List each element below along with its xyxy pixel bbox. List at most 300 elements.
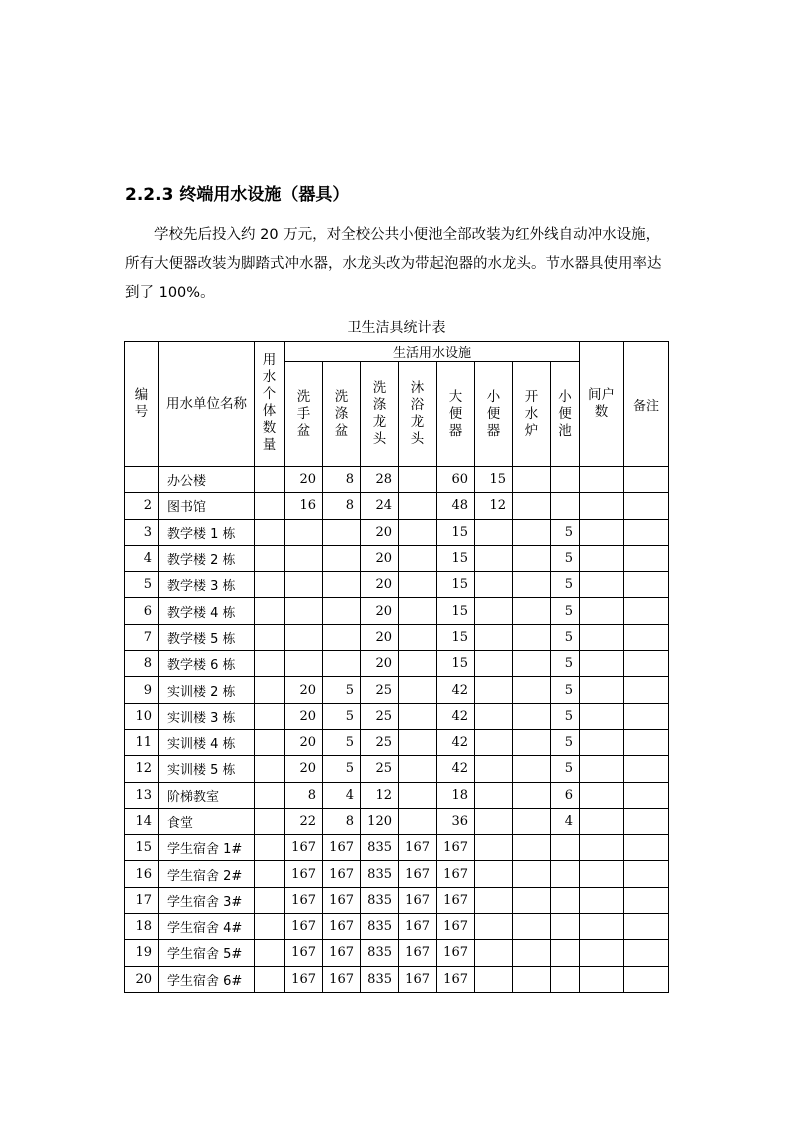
row-unit-name: 教学楼 4 栋 bbox=[159, 598, 255, 624]
row-value bbox=[551, 835, 580, 861]
header-count: 用水个体数量 bbox=[255, 342, 285, 467]
row-households bbox=[580, 703, 624, 729]
row-value bbox=[285, 519, 323, 545]
row-value bbox=[475, 887, 513, 913]
table-row bbox=[125, 966, 669, 992]
row-value: 20 bbox=[285, 703, 323, 729]
row-value: 15 bbox=[437, 624, 475, 650]
row-households bbox=[580, 677, 624, 703]
row-value bbox=[475, 572, 513, 598]
row-value bbox=[513, 887, 551, 913]
row-remark bbox=[624, 545, 669, 571]
row-remark bbox=[624, 703, 669, 729]
row-value bbox=[399, 808, 437, 834]
row-value: 835 bbox=[361, 887, 399, 913]
row-value bbox=[513, 467, 551, 493]
row-value: 835 bbox=[361, 861, 399, 887]
row-remark bbox=[624, 598, 669, 624]
row-households bbox=[580, 756, 624, 782]
row-value: 20 bbox=[361, 545, 399, 571]
row-value bbox=[323, 519, 361, 545]
row-value bbox=[513, 966, 551, 992]
body-paragraph bbox=[125, 221, 670, 308]
row-number: 8 bbox=[125, 651, 159, 677]
row-remark bbox=[624, 966, 669, 992]
row-households bbox=[580, 861, 624, 887]
header-remark: 备注 bbox=[624, 342, 669, 467]
row-value bbox=[551, 940, 580, 966]
row-value bbox=[475, 782, 513, 808]
row-value bbox=[551, 966, 580, 992]
row-value bbox=[285, 624, 323, 650]
row-value bbox=[475, 914, 513, 940]
row-value bbox=[513, 703, 551, 729]
row-count bbox=[255, 493, 285, 519]
row-value: 167 bbox=[437, 914, 475, 940]
row-number: 19 bbox=[125, 940, 159, 966]
row-value: 167 bbox=[399, 887, 437, 913]
row-value: 5 bbox=[551, 677, 580, 703]
row-value: 167 bbox=[285, 914, 323, 940]
row-unit-name: 图书馆 bbox=[159, 493, 255, 519]
row-count bbox=[255, 598, 285, 624]
row-value: 167 bbox=[285, 887, 323, 913]
row-value: 25 bbox=[361, 677, 399, 703]
row-value: 4 bbox=[323, 782, 361, 808]
row-number: 12 bbox=[125, 756, 159, 782]
row-value bbox=[399, 782, 437, 808]
row-value bbox=[551, 887, 580, 913]
header-item-3: 沐浴龙头 bbox=[399, 362, 437, 467]
row-value: 15 bbox=[437, 572, 475, 598]
row-number: 10 bbox=[125, 703, 159, 729]
row-value bbox=[551, 861, 580, 887]
row-value: 835 bbox=[361, 835, 399, 861]
row-value: 167 bbox=[437, 835, 475, 861]
row-count bbox=[255, 545, 285, 571]
row-unit-name: 学生宿舍 3# bbox=[159, 887, 255, 913]
table-row bbox=[125, 835, 669, 861]
header-group: 生活用水设施 bbox=[285, 342, 580, 362]
row-value: 8 bbox=[323, 467, 361, 493]
row-value bbox=[513, 914, 551, 940]
header-item-6: 开水炉 bbox=[513, 362, 551, 467]
row-households bbox=[580, 729, 624, 755]
table-row bbox=[125, 519, 669, 545]
row-value: 167 bbox=[399, 940, 437, 966]
row-remark bbox=[624, 835, 669, 861]
row-value bbox=[399, 493, 437, 519]
table-row bbox=[125, 782, 669, 808]
row-value: 835 bbox=[361, 914, 399, 940]
row-value: 167 bbox=[399, 835, 437, 861]
row-households bbox=[580, 914, 624, 940]
row-unit-name: 教学楼 2 栋 bbox=[159, 545, 255, 571]
row-value bbox=[475, 729, 513, 755]
row-value: 15 bbox=[437, 545, 475, 571]
row-value: 16 bbox=[285, 493, 323, 519]
row-value bbox=[513, 545, 551, 571]
row-value: 5 bbox=[551, 651, 580, 677]
row-unit-name: 学生宿舍 2# bbox=[159, 861, 255, 887]
row-remark bbox=[624, 519, 669, 545]
row-value: 24 bbox=[361, 493, 399, 519]
table-row bbox=[125, 729, 669, 755]
row-unit-name: 教学楼 6 栋 bbox=[159, 651, 255, 677]
row-value: 48 bbox=[437, 493, 475, 519]
row-unit-name: 教学楼 1 栋 bbox=[159, 519, 255, 545]
row-value bbox=[285, 598, 323, 624]
row-value bbox=[399, 651, 437, 677]
row-value bbox=[551, 493, 580, 519]
row-value bbox=[285, 572, 323, 598]
row-count bbox=[255, 940, 285, 966]
row-value: 167 bbox=[285, 940, 323, 966]
row-remark bbox=[624, 729, 669, 755]
row-value bbox=[323, 545, 361, 571]
row-value bbox=[475, 651, 513, 677]
row-value: 167 bbox=[323, 914, 361, 940]
row-value: 15 bbox=[437, 651, 475, 677]
row-value: 12 bbox=[361, 782, 399, 808]
row-number: 9 bbox=[125, 677, 159, 703]
row-remark bbox=[624, 861, 669, 887]
table-row bbox=[125, 861, 669, 887]
row-remark bbox=[624, 467, 669, 493]
row-value bbox=[513, 940, 551, 966]
row-value: 167 bbox=[323, 887, 361, 913]
row-count bbox=[255, 467, 285, 493]
row-unit-name: 教学楼 5 栋 bbox=[159, 624, 255, 650]
row-value: 20 bbox=[285, 467, 323, 493]
table-row bbox=[125, 467, 669, 493]
header-item-7: 小便池 bbox=[551, 362, 580, 467]
row-value bbox=[475, 835, 513, 861]
row-value: 5 bbox=[323, 756, 361, 782]
row-value: 4 bbox=[551, 808, 580, 834]
row-value bbox=[399, 467, 437, 493]
row-value bbox=[513, 729, 551, 755]
fixture-stats-table bbox=[124, 341, 669, 993]
row-number: 20 bbox=[125, 966, 159, 992]
row-remark bbox=[624, 887, 669, 913]
row-value: 8 bbox=[323, 808, 361, 834]
table-row bbox=[125, 914, 669, 940]
row-remark bbox=[624, 651, 669, 677]
row-count bbox=[255, 677, 285, 703]
row-value: 28 bbox=[361, 467, 399, 493]
row-value bbox=[399, 729, 437, 755]
row-value: 20 bbox=[361, 519, 399, 545]
row-value: 5 bbox=[551, 545, 580, 571]
row-households bbox=[580, 598, 624, 624]
row-value: 167 bbox=[399, 914, 437, 940]
row-value: 42 bbox=[437, 729, 475, 755]
row-value bbox=[475, 940, 513, 966]
row-households bbox=[580, 782, 624, 808]
row-value: 120 bbox=[361, 808, 399, 834]
row-count bbox=[255, 729, 285, 755]
row-number: 18 bbox=[125, 914, 159, 940]
row-number: 16 bbox=[125, 861, 159, 887]
row-value bbox=[513, 861, 551, 887]
row-value bbox=[399, 677, 437, 703]
row-households bbox=[580, 519, 624, 545]
table-row bbox=[125, 887, 669, 913]
row-number: 6 bbox=[125, 598, 159, 624]
row-value: 20 bbox=[361, 651, 399, 677]
header-unit-name: 用水单位名称 bbox=[159, 342, 255, 467]
row-value: 42 bbox=[437, 677, 475, 703]
row-value bbox=[399, 624, 437, 650]
row-value bbox=[513, 835, 551, 861]
row-value: 60 bbox=[437, 467, 475, 493]
table-row bbox=[125, 624, 669, 650]
row-value: 5 bbox=[323, 677, 361, 703]
row-value: 5 bbox=[551, 703, 580, 729]
row-value bbox=[323, 598, 361, 624]
row-unit-name: 食堂 bbox=[159, 808, 255, 834]
row-households bbox=[580, 651, 624, 677]
header-item-2: 洗涤龙头 bbox=[361, 362, 399, 467]
row-remark bbox=[624, 493, 669, 519]
row-value bbox=[475, 756, 513, 782]
row-value: 167 bbox=[323, 861, 361, 887]
row-value: 835 bbox=[361, 940, 399, 966]
row-remark bbox=[624, 914, 669, 940]
row-households bbox=[580, 493, 624, 519]
row-value: 167 bbox=[399, 861, 437, 887]
row-count bbox=[255, 703, 285, 729]
row-value: 20 bbox=[285, 677, 323, 703]
row-value: 36 bbox=[437, 808, 475, 834]
row-value bbox=[513, 677, 551, 703]
row-value bbox=[513, 598, 551, 624]
row-value bbox=[513, 808, 551, 834]
row-value bbox=[475, 598, 513, 624]
row-value bbox=[399, 572, 437, 598]
row-unit-name: 学生宿舍 1# bbox=[159, 835, 255, 861]
row-value: 25 bbox=[361, 756, 399, 782]
section-title: 2.2.3 终端用水设施（器具） bbox=[125, 185, 350, 205]
row-value bbox=[475, 624, 513, 650]
table-row bbox=[125, 940, 669, 966]
row-value: 167 bbox=[285, 835, 323, 861]
row-count bbox=[255, 914, 285, 940]
row-value bbox=[399, 703, 437, 729]
row-unit-name: 学生宿舍 5# bbox=[159, 940, 255, 966]
row-value: 20 bbox=[361, 598, 399, 624]
header-households: 间户数 bbox=[580, 342, 624, 467]
row-value: 8 bbox=[323, 493, 361, 519]
row-remark bbox=[624, 808, 669, 834]
row-value: 5 bbox=[551, 624, 580, 650]
table-row bbox=[125, 572, 669, 598]
row-count bbox=[255, 835, 285, 861]
row-value: 15 bbox=[475, 467, 513, 493]
row-number: 4 bbox=[125, 545, 159, 571]
row-value: 167 bbox=[285, 861, 323, 887]
row-value bbox=[399, 756, 437, 782]
row-count bbox=[255, 624, 285, 650]
row-value: 12 bbox=[475, 493, 513, 519]
row-count bbox=[255, 887, 285, 913]
row-count bbox=[255, 572, 285, 598]
row-count bbox=[255, 651, 285, 677]
row-remark bbox=[624, 572, 669, 598]
row-unit-name: 教学楼 3 栋 bbox=[159, 572, 255, 598]
table-row bbox=[125, 677, 669, 703]
row-households bbox=[580, 545, 624, 571]
row-remark bbox=[624, 782, 669, 808]
row-value: 20 bbox=[285, 729, 323, 755]
row-value: 20 bbox=[361, 624, 399, 650]
row-value: 5 bbox=[551, 519, 580, 545]
row-households bbox=[580, 887, 624, 913]
row-unit-name: 实训楼 2 栋 bbox=[159, 677, 255, 703]
row-number: 17 bbox=[125, 887, 159, 913]
row-value: 15 bbox=[437, 598, 475, 624]
row-value: 22 bbox=[285, 808, 323, 834]
row-value bbox=[513, 572, 551, 598]
row-value: 25 bbox=[361, 703, 399, 729]
row-value: 6 bbox=[551, 782, 580, 808]
row-value bbox=[323, 572, 361, 598]
row-value bbox=[475, 808, 513, 834]
row-value: 5 bbox=[551, 729, 580, 755]
row-value: 25 bbox=[361, 729, 399, 755]
paragraph-text: 学校先后投入约 20 万元，对全校公共小便池全部改装为红外线自动冲水设施，所有大便器改装为脚踏式冲水器，水龙头改为带起泡器的水龙头。节水器具使用率达到了 100%。 bbox=[125, 227, 662, 301]
header-item-4: 大便器 bbox=[437, 362, 475, 467]
row-value bbox=[513, 519, 551, 545]
row-count bbox=[255, 756, 285, 782]
row-value: 167 bbox=[437, 887, 475, 913]
row-value: 167 bbox=[323, 835, 361, 861]
row-number: 7 bbox=[125, 624, 159, 650]
row-value bbox=[475, 545, 513, 571]
row-unit-name: 实训楼 5 栋 bbox=[159, 756, 255, 782]
row-value: 167 bbox=[323, 966, 361, 992]
row-remark bbox=[624, 624, 669, 650]
row-households bbox=[580, 966, 624, 992]
row-unit-name: 学生宿舍 4# bbox=[159, 914, 255, 940]
row-value bbox=[513, 756, 551, 782]
row-number: 3 bbox=[125, 519, 159, 545]
row-unit-name: 实训楼 3 栋 bbox=[159, 703, 255, 729]
row-value bbox=[285, 545, 323, 571]
row-remark bbox=[624, 940, 669, 966]
row-value: 8 bbox=[285, 782, 323, 808]
row-value bbox=[399, 519, 437, 545]
table-row bbox=[125, 651, 669, 677]
row-value: 15 bbox=[437, 519, 475, 545]
header-item-5: 小便器 bbox=[475, 362, 513, 467]
row-value bbox=[513, 782, 551, 808]
row-value: 167 bbox=[399, 966, 437, 992]
row-value: 167 bbox=[285, 966, 323, 992]
row-value bbox=[513, 493, 551, 519]
row-value bbox=[475, 861, 513, 887]
header-item-0: 洗手盆 bbox=[285, 362, 323, 467]
row-count bbox=[255, 519, 285, 545]
row-value bbox=[475, 519, 513, 545]
row-value: 167 bbox=[323, 940, 361, 966]
header-row-top bbox=[125, 342, 669, 362]
table-row bbox=[125, 808, 669, 834]
row-unit-name: 实训楼 4 栋 bbox=[159, 729, 255, 755]
table-row bbox=[125, 756, 669, 782]
row-households bbox=[580, 624, 624, 650]
row-count bbox=[255, 861, 285, 887]
table-row bbox=[125, 545, 669, 571]
row-remark bbox=[624, 677, 669, 703]
row-number: 5 bbox=[125, 572, 159, 598]
row-count bbox=[255, 966, 285, 992]
row-value bbox=[475, 703, 513, 729]
row-value: 5 bbox=[551, 756, 580, 782]
table-row bbox=[125, 598, 669, 624]
row-value bbox=[323, 651, 361, 677]
row-unit-name: 办公楼 bbox=[159, 467, 255, 493]
row-number: 11 bbox=[125, 729, 159, 755]
row-number bbox=[125, 467, 159, 493]
header-no: 编号 bbox=[125, 342, 159, 467]
row-value bbox=[513, 651, 551, 677]
row-value: 42 bbox=[437, 703, 475, 729]
row-value: 20 bbox=[361, 572, 399, 598]
row-households bbox=[580, 940, 624, 966]
row-number: 2 bbox=[125, 493, 159, 519]
header-item-1: 洗涤盆 bbox=[323, 362, 361, 467]
row-unit-name: 阶梯教室 bbox=[159, 782, 255, 808]
row-number: 14 bbox=[125, 808, 159, 834]
row-value bbox=[475, 966, 513, 992]
row-remark bbox=[624, 756, 669, 782]
row-value bbox=[513, 624, 551, 650]
table-caption: 卫生洁具统计表 bbox=[347, 320, 446, 336]
row-value: 5 bbox=[323, 729, 361, 755]
row-value bbox=[399, 598, 437, 624]
row-value bbox=[285, 651, 323, 677]
row-value: 167 bbox=[437, 861, 475, 887]
row-value: 18 bbox=[437, 782, 475, 808]
row-households bbox=[580, 467, 624, 493]
row-value: 5 bbox=[551, 598, 580, 624]
row-value bbox=[551, 914, 580, 940]
row-unit-name: 学生宿舍 6# bbox=[159, 966, 255, 992]
row-count bbox=[255, 808, 285, 834]
row-number: 13 bbox=[125, 782, 159, 808]
row-value: 5 bbox=[551, 572, 580, 598]
row-value: 167 bbox=[437, 940, 475, 966]
row-value bbox=[323, 624, 361, 650]
row-value bbox=[399, 545, 437, 571]
row-households bbox=[580, 808, 624, 834]
row-households bbox=[580, 835, 624, 861]
table-row bbox=[125, 493, 669, 519]
row-value bbox=[475, 677, 513, 703]
table-row bbox=[125, 703, 669, 729]
row-value bbox=[551, 467, 580, 493]
row-households bbox=[580, 572, 624, 598]
row-value: 167 bbox=[437, 966, 475, 992]
row-value: 835 bbox=[361, 966, 399, 992]
row-value: 42 bbox=[437, 756, 475, 782]
row-count bbox=[255, 782, 285, 808]
row-value: 5 bbox=[323, 703, 361, 729]
row-number: 15 bbox=[125, 835, 159, 861]
row-value: 20 bbox=[285, 756, 323, 782]
